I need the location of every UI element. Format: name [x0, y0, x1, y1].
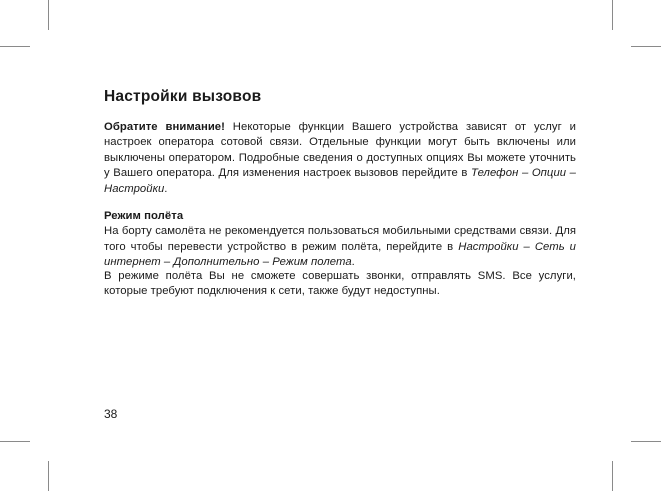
flight-mode-path: Настройки – Сеть и интернет – Дополнительно – Режим полета: [104, 240, 577, 269]
crop-mark-top-left: [48, 0, 49, 30]
settings-path: Телефон – Опции – Настройки: [104, 167, 576, 195]
page-number: 38: [104, 407, 118, 421]
notice-text: Некоторые функции Вашего устройства зависят от услуг и настроек оператора сотовой связи. Отдельные функции могут быть включены или выключены оператором. Подробные сведения о доступных опциях Вы можете уточнить у Вашего оператора. Для изменения настроек вызовов перейдите в: [104, 121, 576, 180]
crop-mark-right-top: [631, 46, 661, 47]
crop-mark-left-top: [0, 46, 30, 47]
crop-mark-top-right: [612, 0, 613, 30]
crop-mark-left-bottom: [0, 441, 30, 442]
crop-mark-right-bottom: [631, 441, 661, 442]
notice-end: .: [164, 182, 168, 195]
flight-mode-heading: Режим полёта: [104, 210, 184, 222]
crop-mark-bottom-left: [48, 461, 49, 491]
section-title: Настройки вызовов: [104, 88, 262, 105]
crop-mark-bottom-right: [612, 461, 613, 491]
notice-paragraph: [104, 120, 576, 197]
flight-mode-paragraph: [104, 209, 576, 271]
flight-mode-text: На борту самолёта не рекомендуется пользоваться мобильными средствами связи. Для того чтобы перевести устройство в режим полёта, перейдите в: [104, 225, 576, 253]
notice-label: Обратите внимание!: [104, 121, 225, 133]
flight-mode-end: .: [351, 256, 355, 269]
flight-mode-note: В режиме полёта Вы не сможете совершать звонки, отправлять SMS. Все услуги, которые требуют подключения к сети, также будут недоступны.: [104, 270, 576, 298]
